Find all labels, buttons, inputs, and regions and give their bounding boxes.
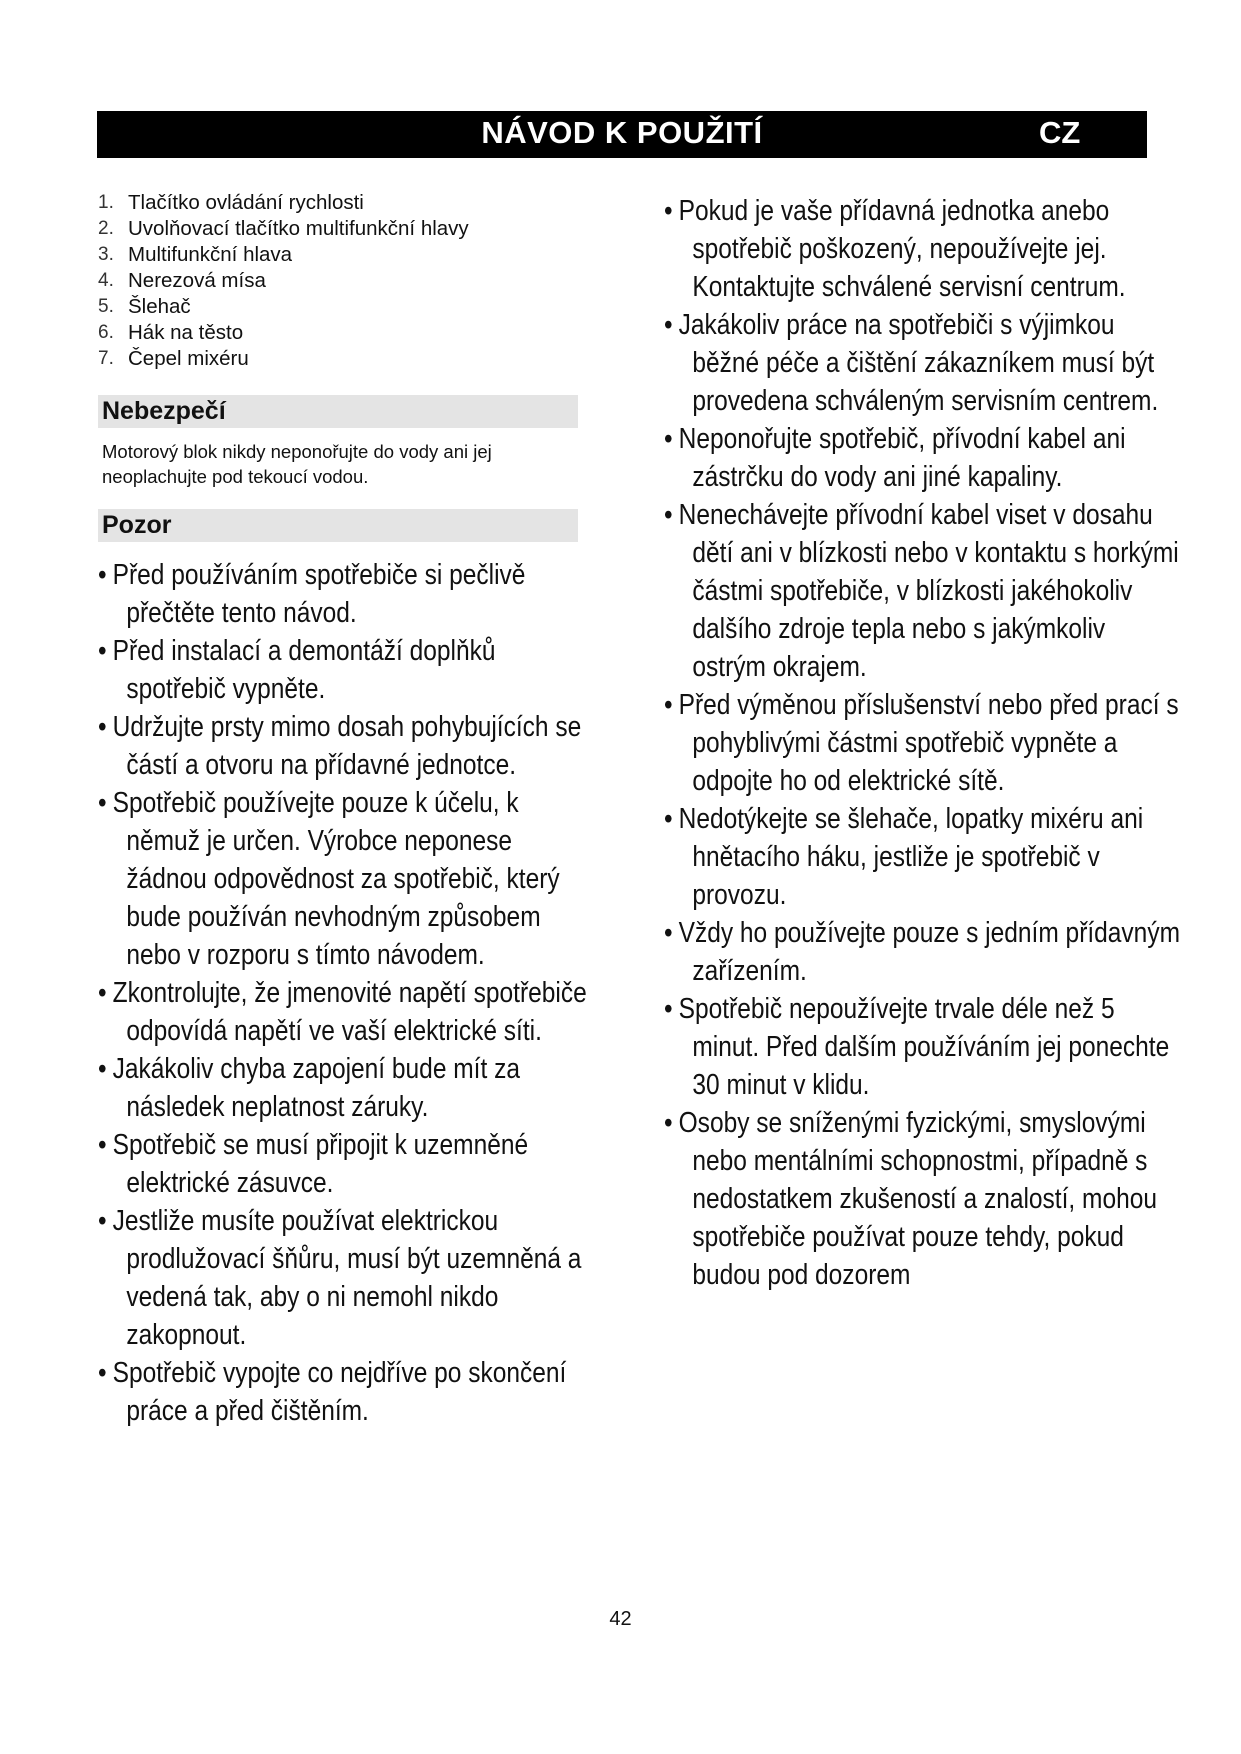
caution-item: • Jestliže musíte používat elektrickou prodlužovací šňůru, musí být uzemněná a vedená tak, aby o ni nemohl nikdo zakopnout. bbox=[98, 1202, 590, 1354]
caution-item: • Osoby se sníženými fyzickými, smyslovými nebo mentálními schopnostmi, případně s nedostatkem zkušeností a znalostí, mohou spotřebiče používat pouze tehdy, pokud budou pod dozorem bbox=[664, 1104, 1183, 1294]
caution-item: • Před instalací a demontáží doplňků spotřebič vypněte. bbox=[98, 632, 590, 708]
caution-item: • Udržujte prsty mimo dosah pohybujících se částí a otvoru na přídavné jednotce. bbox=[98, 708, 590, 784]
caution-item: • Neponořujte spotřebič, přívodní kabel ani zástrčku do vody ani jiné kapaliny. bbox=[664, 420, 1183, 496]
language-code: CZ bbox=[1039, 115, 1081, 150]
parts-label: Čepel mixéru bbox=[128, 347, 249, 370]
parts-number: 1. bbox=[98, 192, 114, 213]
parts-label: Multifunkční hlava bbox=[128, 243, 293, 266]
parts-list-item bbox=[98, 346, 578, 372]
caution-item: • Pokud je vaše přídavná jednotka anebo spotřebič poškozený, nepoužívejte jej. Kontaktujte schválené servisní centrum. bbox=[664, 192, 1183, 306]
caution-item: • Jakákoliv chyba zapojení bude mít za následek neplatnost záruky. bbox=[98, 1050, 590, 1126]
parts-list-item bbox=[98, 190, 578, 216]
parts-number: 7. bbox=[98, 348, 114, 369]
parts-list-item bbox=[98, 242, 578, 268]
parts-list bbox=[98, 190, 578, 372]
page-number: 42 bbox=[609, 1608, 632, 1630]
parts-number: 5. bbox=[98, 296, 114, 317]
parts-list-item bbox=[98, 216, 578, 242]
parts-label: Hák na těsto bbox=[128, 321, 244, 344]
danger-heading: Nebezpečí bbox=[98, 395, 578, 428]
page-title: NÁVOD K POUŽITÍ bbox=[481, 115, 763, 150]
parts-label: Šlehač bbox=[128, 295, 191, 318]
caution-list-left bbox=[98, 556, 590, 1430]
caution-item: • Před používáním spotřebiče si pečlivě přečtěte tento návod. bbox=[98, 556, 590, 632]
caution-item: • Spotřebič používejte pouze k účelu, k němuž je určen. Výrobce neponese žádnou odpovědnost za spotřebič, který bude používán nevhodným způsobem nebo v rozporu s tímto návodem. bbox=[98, 784, 590, 974]
left-column bbox=[98, 190, 587, 1430]
caution-heading: Pozor bbox=[98, 509, 578, 542]
parts-number: 4. bbox=[98, 270, 114, 291]
right-column bbox=[664, 192, 1184, 1294]
parts-label: Tlačítko ovládání rychlosti bbox=[128, 191, 364, 214]
parts-list-item bbox=[98, 294, 578, 320]
parts-list-item bbox=[98, 268, 578, 294]
caution-item: • Před výměnou příslušenství nebo před prací s pohyblivými částmi spotřebič vypněte a odpojte ho od elektrické sítě. bbox=[664, 686, 1183, 800]
caution-item: • Zkontrolujte, že jmenovité napětí spotřebiče odpovídá napětí ve vaší elektrické síti. bbox=[98, 974, 590, 1050]
caution-list-right bbox=[664, 192, 1183, 1294]
danger-text: Motorový blok nikdy neponořujte do vody ani jej neoplachujte pod tekoucí vodou. bbox=[102, 441, 492, 487]
caution-item: • Nedotýkejte se šlehače, lopatky mixéru ani hnětacího háku, jestliže je spotřebič v provozu. bbox=[664, 800, 1183, 914]
header-bar bbox=[97, 111, 1147, 158]
parts-list-item bbox=[98, 320, 578, 346]
caution-item: • Spotřebič se musí připojit k uzemněné elektrické zásuvce. bbox=[98, 1126, 590, 1202]
caution-item: • Vždy ho používejte pouze s jedním přídavným zařízením. bbox=[664, 914, 1183, 990]
caution-item: • Spotřebič nepoužívejte trvale déle než 5 minut. Před dalším používáním jej ponechte 30 minut v klidu. bbox=[664, 990, 1183, 1104]
caution-item: • Jakákoliv práce na spotřebiči s výjimkou běžné péče a čištění zákazníkem musí být provedena schváleným servisním centrem. bbox=[664, 306, 1183, 420]
parts-label: Uvolňovací tlačítko multifunkční hlavy bbox=[128, 217, 469, 240]
parts-number: 6. bbox=[98, 322, 114, 343]
caution-item: • Nenechávejte přívodní kabel viset v dosahu dětí ani v blízkosti nebo v kontaktu s horkými částmi spotřebiče, v blízkosti jakéhokoliv dalšího zdroje tepla nebo s jakýmkoliv ostrým okrajem. bbox=[664, 496, 1183, 686]
caution-item: • Spotřebič vypojte co nejdříve po skončení práce a před čištěním. bbox=[98, 1354, 590, 1430]
parts-number: 3. bbox=[98, 244, 114, 265]
parts-label: Nerezová mísa bbox=[128, 269, 266, 292]
parts-number: 2. bbox=[98, 218, 114, 239]
